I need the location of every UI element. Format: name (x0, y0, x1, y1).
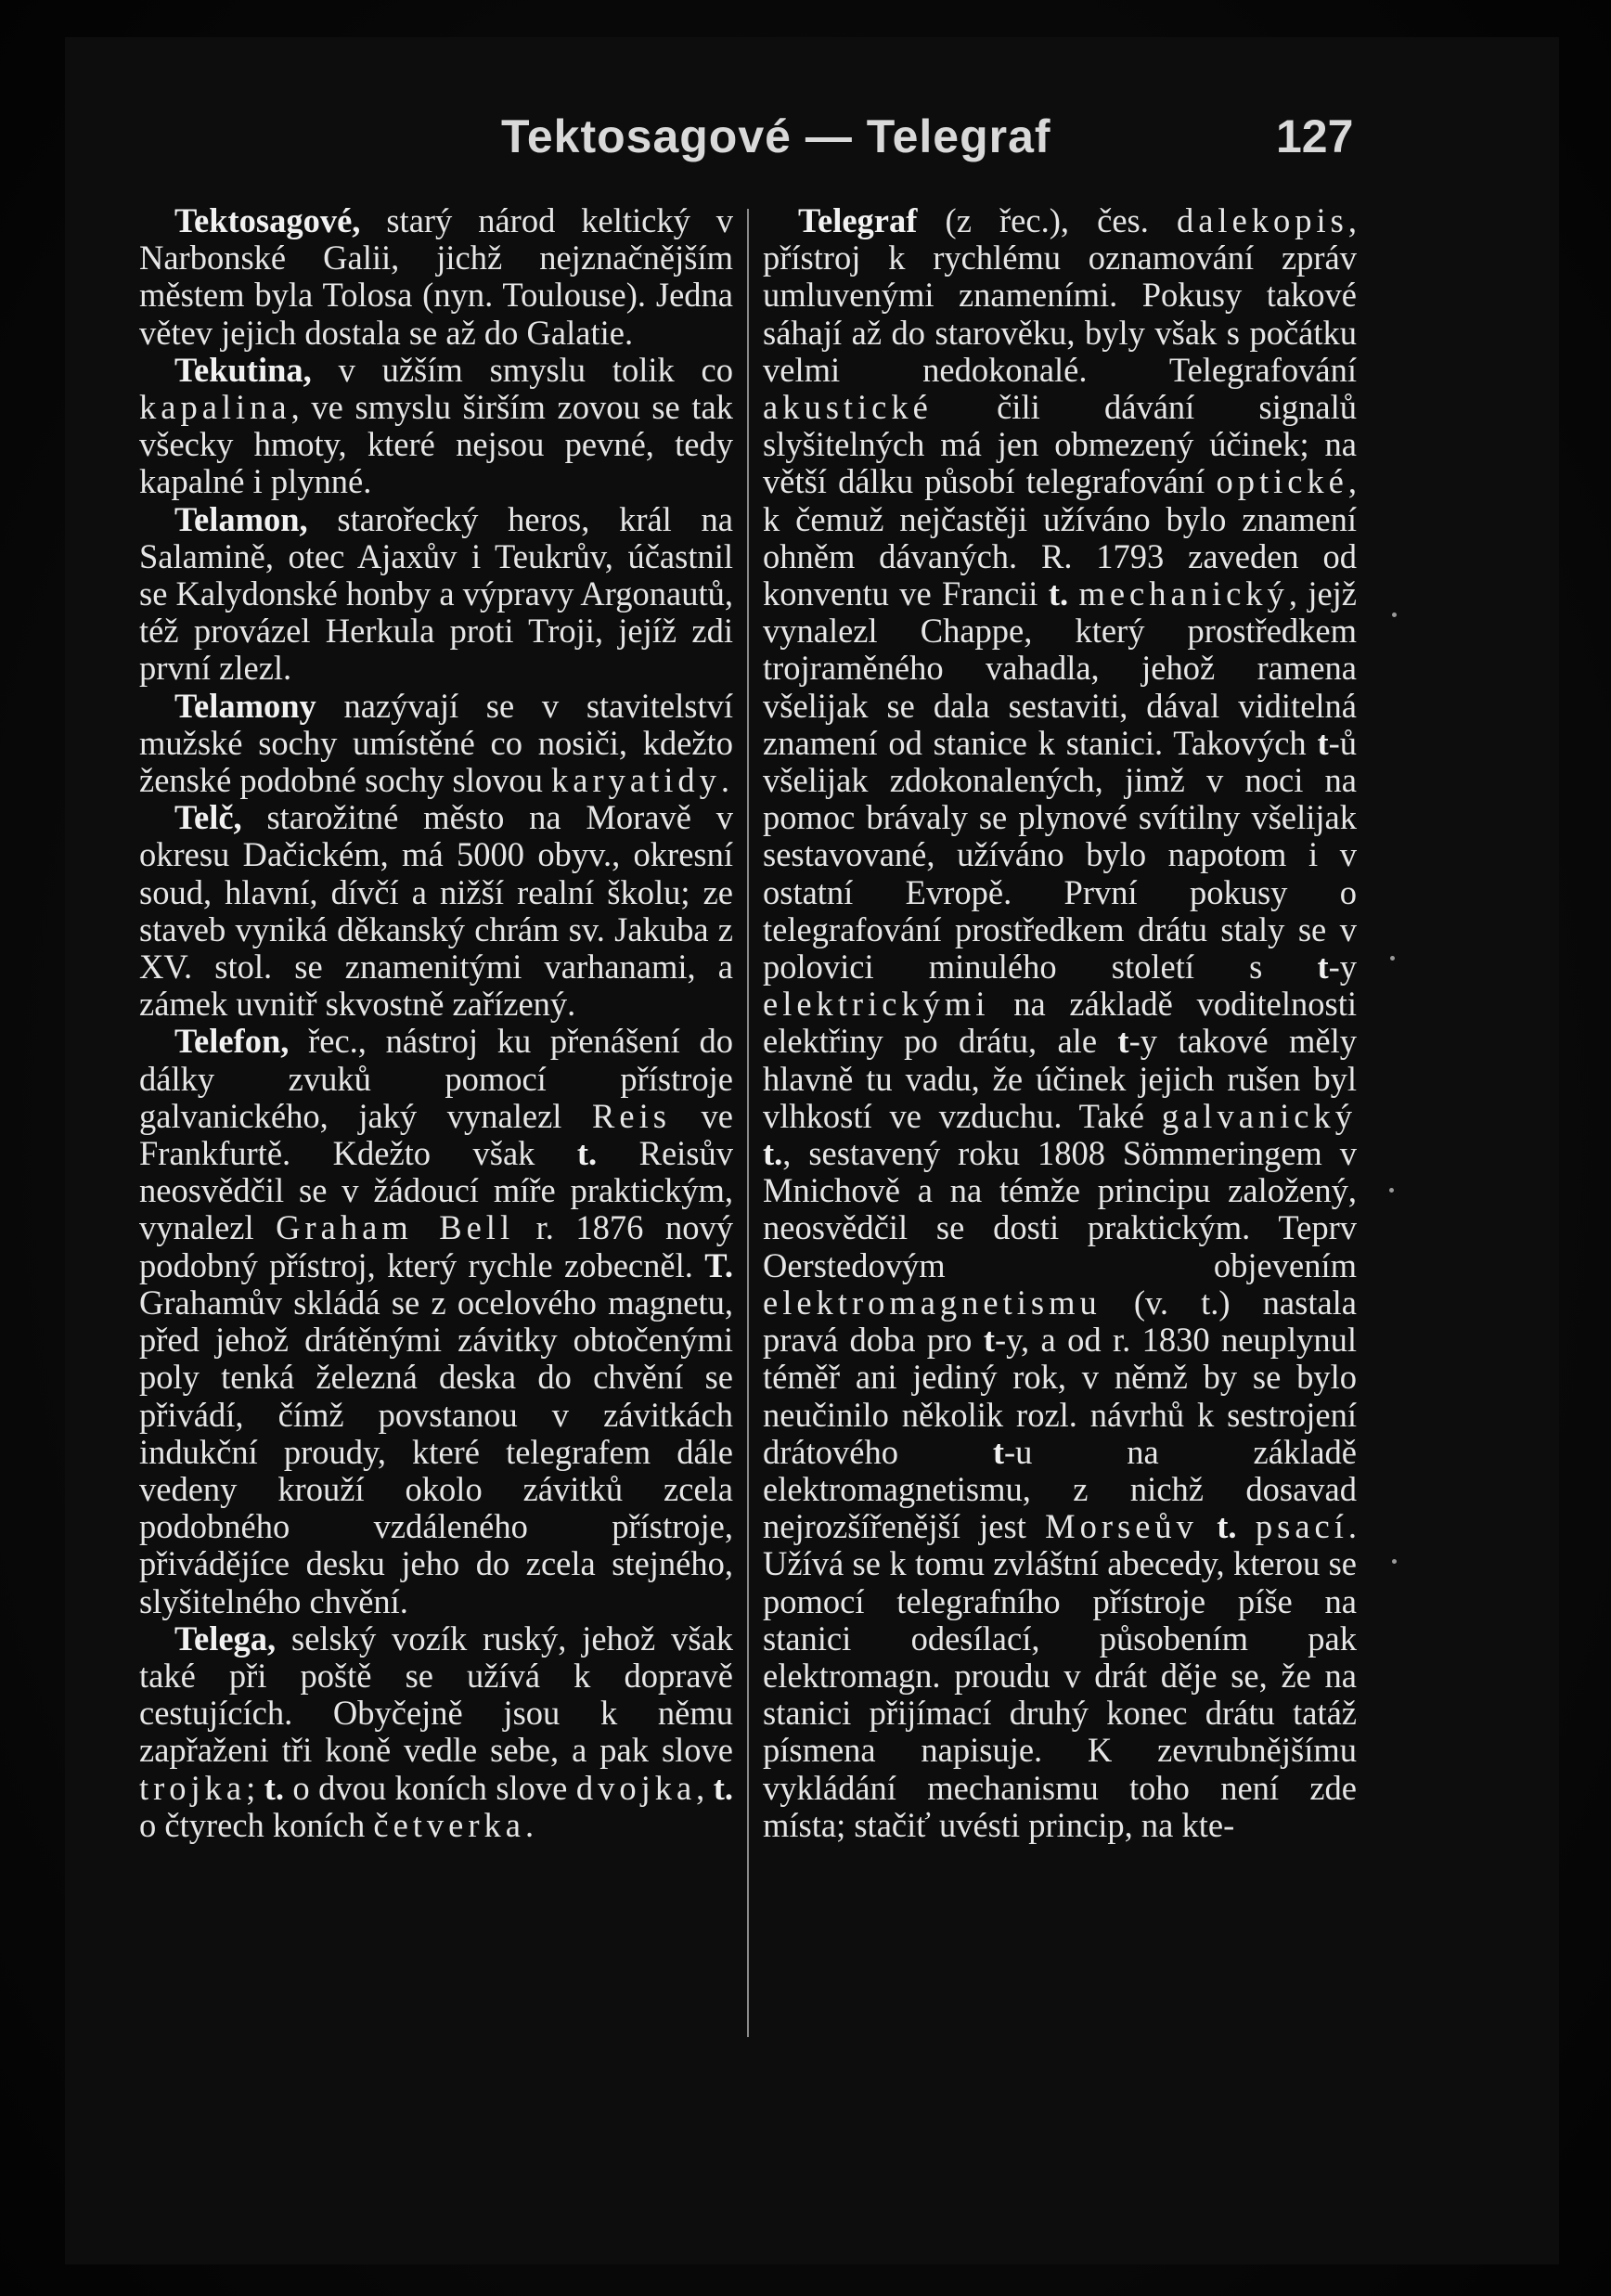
scan-speck (1390, 956, 1395, 961)
spaced-term: Graham Bell (276, 1208, 515, 1247)
abbreviation: t (1117, 1022, 1129, 1061)
entry-text: -y, a od r. 1830 neuplynul téměř ani jediný rok, v němž by se bylo neučinilo několik rozl. návrhů k sestrojení drátového (763, 1321, 1357, 1471)
entry-text: r. 1876 nový podobný přístroj, který rychle zobecněl. (139, 1208, 733, 1284)
dictionary-entry (139, 1620, 733, 1844)
entry-text: o čtyrech koních (139, 1805, 374, 1844)
dictionary-entry (763, 202, 1357, 1844)
running-head-title: Tektosagové — Telegraf (501, 110, 1051, 162)
entry-text: Grahamův skládá se z ocelového magnetu, před jehož drátěnými závitky obtočenými poly tenká železná deska do chvění se přivádí, čímž povstanou v závitkách indukční proudy, které telegrafem dále vedeny krouží okolo závitků zcela podobného vzdáleného přístroje, přivádějíce desku jeho do zcela stejného, slyšitelného chvění. (139, 1283, 733, 1620)
entry-headword: Telč, (174, 798, 242, 837)
entry-text: , jejž vynalezl Chappe, který prostředkem trojraměného vahadla, jehož ramena všelijak se dala sestaviti, dával viditelná znamení od stanice k stanici. Takových (763, 574, 1357, 762)
entry-text: , k čemuž nejčastěji užíváno bylo znamení ohněm dávaných. R. 1793 zaveden od konventu ve Francii (763, 462, 1357, 613)
spaced-term: Reis (592, 1096, 671, 1135)
spaced-term: elektromagnetismu (763, 1283, 1102, 1322)
entry-text (1068, 574, 1078, 613)
entry-text: ve Frankfurtě. Kdežto však (139, 1096, 734, 1173)
dictionary-entry (139, 1023, 733, 1619)
entry-text: , (696, 1768, 714, 1807)
dictionary-entry (139, 799, 733, 1023)
abbreviation: t (983, 1321, 995, 1360)
entry-text: (z řec.), čes. (917, 201, 1177, 239)
entry-text: , sestavený roku 1808 Sömmeringem v Mnichově a na témže principu založený, neosvědčil se dosti praktickým. Teprv Oerstedovým objevením (763, 1134, 1357, 1284)
entry-text (1198, 1507, 1217, 1545)
entry-text: -u na základě elektromagnetismu, z nichž dosavad nejrozšířenější jest (763, 1432, 1357, 1546)
spaced-term: kapalina (139, 388, 291, 427)
spaced-term: Morseův (1045, 1507, 1198, 1546)
spaced-term: karyatidy (551, 761, 721, 800)
abbreviation: t (992, 1432, 1004, 1471)
entry-headword: Telegraf (798, 201, 918, 239)
entry-text: starožitné město na Moravě v okresu Dačickém, má 5000 obyv., okresní soud, hlavní, dívčí a nižší realní školu; ze staveb vyniká děkanský chrám sv. Jakuba z XV. stol. se znamenitými varhanami, a zámek uvnitř skvostně zařízený. (139, 798, 733, 1024)
spaced-term: trojka (139, 1768, 247, 1807)
entry-text: -y takové měly hlavně tu vadu, že účinek jejich rušen byl vlhkostí ve vzduchu. Také (763, 1022, 1357, 1135)
running-head (0, 110, 1611, 174)
spaced-term: galvanický (1161, 1096, 1357, 1135)
scan-speck (1392, 613, 1397, 617)
entry-text: čili dávání signalů slyšitelných má jen obmezený účinek; na větší dálku působí telegrafování (763, 388, 1357, 501)
entry-headword: Tekutina, (174, 350, 312, 389)
entry-text: o dvou koních slove (284, 1768, 576, 1807)
dictionary-entry (139, 688, 733, 800)
dictionary-entry (139, 501, 733, 688)
abbreviation: t. (763, 1134, 783, 1173)
column-divider (747, 209, 749, 2037)
entry-headword: Telefon, (174, 1022, 290, 1061)
entry-text: v užším smyslu tolik co (311, 350, 733, 389)
scan-speck (1392, 1559, 1397, 1564)
abbreviation: t. (576, 1134, 598, 1173)
right-column (763, 202, 1357, 1844)
entry-text: (v. t.) nastala pravá doba pro (763, 1283, 1357, 1360)
entry-headword: Telega, (174, 1619, 277, 1658)
spaced-term: akustické (763, 388, 933, 427)
abbreviation: t. (1217, 1507, 1237, 1546)
entry-text: -ů všelijak zdokonalených, jimž v noci na pomoc brávaly se plynové svítilny všelijak sestavované, užíváno bylo napotom i v ostatní Evropě. První pokusy o telegrafování prostředkem drátu staly se v polovici minulého století s (763, 723, 1357, 987)
entry-headword: Telamon, (174, 499, 308, 538)
abbreviation: t (1317, 948, 1329, 987)
spaced-term: elektrickými (763, 985, 990, 1024)
entry-text: . Užívá se k tomu zvláštní abecedy, kterou se pomocí telegrafního přístroje píše na stanici odesílací, působením pak elektromagn. proudu v drát děje se, že na stanici přijímací druhý konec drátu tatáž písmena napisuje. K zevrubnějšímu vykládání mechanismu toho není zde místa; stačiť uvésti princip, na kte- (763, 1507, 1357, 1844)
spaced-term: dvojka (575, 1768, 697, 1807)
abbreviation: t (1317, 723, 1329, 762)
entry-text: -y (1328, 948, 1357, 987)
entry-text: , ve smyslu širším zovou se tak všecky hmoty, které nejsou pevné, tedy kapalné i plynné. (139, 388, 733, 501)
spaced-term: psací (1255, 1507, 1348, 1546)
abbreviation: T. (704, 1245, 733, 1284)
entry-text: . (524, 1805, 535, 1844)
entry-text: nazývají se v stavitelství mužské sochy umístěné co nosiči, kdežto ženské podobné sochy slovou (139, 686, 733, 800)
entry-text: ; (246, 1768, 264, 1807)
dictionary-entry (139, 352, 733, 501)
entry-text (1237, 1507, 1256, 1545)
entry-text: . (720, 761, 729, 800)
abbreviation: t. (713, 1768, 733, 1807)
spaced-term: mechanický (1078, 574, 1289, 613)
entry-text: , přístroj k rychlému oznamování zpráv umluvenými znameními. Pokusy takové sáhají až do starověku, byly však s počátku velmi nedokonalé. Telegrafování (763, 201, 1357, 389)
spaced-term: optické (1216, 462, 1348, 501)
entry-text: na základě voditelnosti elektřiny po drátu, ale (763, 985, 1357, 1061)
entry-headword: Telamony (174, 686, 316, 725)
spaced-term: četverka (373, 1805, 525, 1844)
left-column (139, 202, 733, 1844)
entry-text: starý národ keltický v Narbonské Galii, jichž nejznačnějším městem byla Tolosa (nyn. Toulouse). Jedna větev jejich dostala se až do Galatie. (139, 201, 733, 352)
entry-text: selský vozík ruský, jehož však také při poště se užívá k dopravě cestujících. Obyčejně jsou k němu zapřaženi tři koně vedle sebe, a pak slove (139, 1619, 733, 1770)
entry-text: řec., nástroj ku přenášení do dálky zvuků pomocí přístroje galvanického, jaký vynalezl (139, 1022, 733, 1135)
page-number: 127 (1276, 110, 1354, 162)
entry-headword: Tektosagové, (174, 201, 361, 239)
abbreviation: t. (264, 1768, 284, 1807)
abbreviation: t. (1048, 574, 1069, 613)
dictionary-entry (139, 202, 733, 352)
entry-text: Reisův neosvědčil se v žádoucí míře praktickým, vynalezl (139, 1134, 733, 1247)
entry-text: starořecký heros, král na Salamině, otec Ajaxův i Teukrův, účastnil se Kalydonské honby a výpravy Argonautů, též provázel Herkula proti Troji, jejíž zdi první zlezl. (139, 499, 733, 688)
scan-speck (1389, 1188, 1394, 1193)
spaced-term: dalekopis (1176, 201, 1348, 239)
